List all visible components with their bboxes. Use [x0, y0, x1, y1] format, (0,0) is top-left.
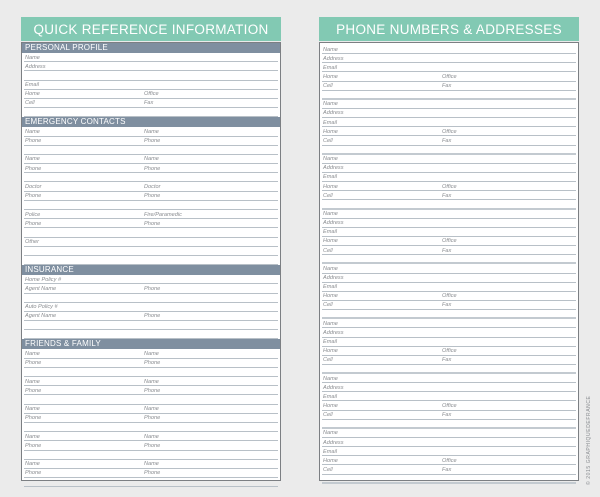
form-field-row[interactable] [322, 456, 576, 465]
field-label: Phone [25, 360, 42, 367]
section-friends-family: FRIENDS & FAMILY [22, 339, 280, 349]
form-field-row[interactable] [24, 405, 278, 414]
field-label: Phone [25, 220, 42, 227]
field-label: Phone [144, 313, 161, 320]
form-field-row[interactable] [24, 284, 278, 293]
form-field-row[interactable] [24, 127, 278, 136]
field-label: Doctor [25, 183, 42, 190]
field-label: Name [144, 350, 159, 357]
field-label: Phone [144, 470, 161, 477]
form-field-row[interactable] [322, 365, 576, 374]
field-label: Auto Policy # [25, 304, 58, 311]
form-field-row[interactable] [322, 447, 576, 456]
field-label: Phone [144, 387, 161, 394]
form-field-row[interactable] [24, 377, 278, 386]
form-field-row[interactable] [24, 81, 278, 90]
field-label: Home [323, 128, 338, 135]
form-field-row[interactable] [24, 451, 278, 460]
copyright-text: © 2015 GRAPHIQUEDEFRANCE [586, 395, 592, 485]
field-label: Email [323, 339, 337, 345]
field-label: Name [25, 433, 40, 440]
form-field-row[interactable] [322, 292, 576, 301]
section-insurance: INSURANCE [22, 265, 280, 275]
form-field-row[interactable] [322, 54, 576, 63]
form-field-row[interactable] [322, 200, 576, 209]
field-label: Home [323, 183, 338, 190]
form-field-row[interactable] [24, 460, 278, 469]
field-label: Cell [323, 83, 333, 90]
field-label: Phone [144, 165, 161, 172]
form-field-row[interactable] [24, 228, 278, 237]
field-label: Name [25, 350, 40, 357]
form-field-row[interactable] [24, 247, 278, 256]
field-label: Name [323, 211, 338, 218]
quick-reference-body [21, 42, 281, 481]
field-label: Fax [442, 247, 452, 254]
form-field-row[interactable] [322, 164, 576, 173]
field-label: Phone [25, 165, 42, 172]
form-field-row[interactable] [24, 155, 278, 164]
field-label: Office [442, 238, 457, 245]
form-field-row[interactable] [24, 275, 278, 284]
form-field-row[interactable] [322, 72, 576, 81]
form-field-row[interactable] [24, 53, 278, 62]
field-label: Address [323, 220, 344, 227]
field-label: Address [323, 275, 344, 282]
field-label: Fax [442, 412, 452, 419]
field-label: Home [323, 238, 338, 245]
field-label: Phone [25, 415, 42, 422]
field-label: Office [144, 91, 159, 98]
field-label: Cell [323, 302, 333, 309]
form-field-row[interactable] [322, 191, 576, 200]
form-field-row[interactable] [322, 155, 576, 164]
form-field-row[interactable] [322, 173, 576, 182]
field-label: Name [25, 156, 40, 163]
field-label: Home Policy # [25, 276, 62, 283]
form-field-row[interactable] [24, 146, 278, 155]
field-label: Phone [25, 442, 42, 449]
friends-rows [22, 349, 280, 487]
field-label: Cell [323, 412, 333, 419]
phone-addresses-panel [319, 17, 579, 473]
field-label: Home [323, 348, 338, 355]
field-label: Name [323, 101, 338, 108]
field-label: Office [442, 348, 457, 355]
form-field-row[interactable] [24, 256, 278, 265]
form-field-row[interactable] [322, 219, 576, 228]
field-label: Email [323, 448, 337, 455]
form-field-row[interactable] [322, 109, 576, 118]
form-field-row[interactable] [322, 411, 576, 420]
field-label: Name [323, 265, 338, 272]
form-field-row[interactable] [322, 420, 576, 429]
form-field-row[interactable] [322, 264, 576, 273]
phone-addresses-title: PHONE NUMBERS & ADDRESSES [319, 17, 579, 41]
personal-rows [22, 53, 280, 117]
field-label: Cell [323, 247, 333, 254]
section-personal-profile: PERSONAL PROFILE [22, 43, 280, 53]
form-field-row[interactable] [322, 283, 576, 292]
field-label: Name [323, 46, 338, 53]
form-field-row[interactable] [322, 246, 576, 255]
field-label: Office [442, 457, 457, 464]
field-label: Fax [442, 192, 452, 199]
form-field-row[interactable] [24, 210, 278, 219]
form-field-row[interactable] [24, 414, 278, 423]
field-label: Phone [144, 138, 161, 144]
form-field-row[interactable] [24, 99, 278, 108]
form-field-row[interactable] [322, 100, 576, 109]
quick-reference-title: QUICK REFERENCE INFORMATION [21, 17, 281, 41]
field-label: Email [323, 284, 337, 291]
form-field-row[interactable] [322, 401, 576, 410]
field-label: Home [25, 91, 40, 98]
form-field-row[interactable] [322, 136, 576, 145]
form-field-row[interactable] [322, 475, 576, 484]
form-field-row[interactable] [322, 429, 576, 438]
form-field-row[interactable] [322, 374, 576, 383]
address-entries [320, 45, 578, 484]
form-field-row[interactable] [24, 303, 278, 312]
form-field-row[interactable] [322, 438, 576, 447]
field-label: Fax [144, 100, 154, 107]
field-label: Office [442, 183, 457, 190]
form-field-row[interactable] [24, 312, 278, 321]
field-label: Name [144, 156, 159, 163]
field-label: Address [323, 439, 344, 446]
form-field-row[interactable] [24, 441, 278, 450]
field-label: Home [323, 457, 338, 464]
emergency-rows [22, 127, 280, 265]
field-label: Home [323, 293, 338, 300]
form-field-row[interactable] [322, 63, 576, 72]
form-field-row[interactable] [24, 238, 278, 247]
field-label: Fire/Paramedic [144, 211, 182, 218]
form-field-row[interactable] [24, 368, 278, 377]
field-label: Name [323, 320, 338, 327]
form-field-row[interactable] [24, 201, 278, 210]
field-label: Home [323, 73, 338, 80]
field-label: Phone [144, 220, 161, 227]
form-field-row[interactable] [24, 219, 278, 228]
field-label: Phone [144, 360, 161, 367]
phone-addresses-body [319, 42, 579, 481]
field-label: Doctor [144, 183, 161, 190]
form-field-row[interactable] [24, 469, 278, 478]
field-label: Cell [323, 137, 333, 144]
field-label: Phone [25, 193, 42, 200]
field-label: Name [323, 430, 338, 437]
form-field-row[interactable] [24, 164, 278, 173]
field-label: Name [323, 156, 338, 163]
field-label: Home [323, 402, 338, 409]
field-label: Agent Name [25, 285, 57, 292]
field-label: Name [25, 54, 40, 61]
form-field-row[interactable] [322, 310, 576, 319]
form-field-row[interactable] [322, 118, 576, 127]
form-field-row[interactable] [24, 423, 278, 432]
field-label: Name [144, 128, 159, 135]
form-field-row[interactable] [322, 328, 576, 337]
form-field-row[interactable] [322, 255, 576, 264]
form-field-row[interactable] [322, 146, 576, 155]
form-field-row[interactable] [322, 228, 576, 237]
form-field-row[interactable] [24, 71, 278, 80]
form-field-row[interactable] [322, 356, 576, 365]
form-field-row[interactable] [322, 338, 576, 347]
form-field-row[interactable] [322, 301, 576, 310]
field-label: Cell [323, 466, 333, 473]
field-label: Name [323, 375, 338, 382]
form-field-row[interactable] [322, 465, 576, 474]
field-label: Fax [442, 302, 452, 309]
field-label: Address [323, 384, 344, 391]
field-label: Email [323, 174, 337, 181]
form-field-row[interactable] [322, 82, 576, 91]
form-field-row[interactable] [24, 62, 278, 71]
form-field-row[interactable] [24, 182, 278, 191]
field-label: Cell [323, 357, 333, 364]
field-label: Email [323, 393, 337, 400]
form-field-row[interactable] [322, 383, 576, 392]
field-label: Name [25, 128, 40, 135]
form-field-row[interactable] [322, 347, 576, 356]
form-field-row[interactable] [322, 210, 576, 219]
form-field-row[interactable] [24, 321, 278, 330]
field-label: Name [144, 406, 159, 413]
field-label: Police [25, 211, 41, 218]
field-label: Name [144, 378, 159, 385]
field-label: Name [25, 406, 40, 413]
field-label: Office [442, 73, 457, 80]
form-field-row[interactable] [24, 108, 278, 117]
field-label: Address [323, 110, 344, 117]
field-label: Address [25, 63, 46, 70]
form-field-row[interactable] [24, 386, 278, 395]
field-label: Phone [144, 415, 161, 422]
form-field-row[interactable] [24, 349, 278, 358]
field-label: Cell [323, 192, 333, 199]
field-label: Cell [25, 100, 35, 107]
insurance-rows [22, 275, 280, 339]
field-label: Fax [442, 83, 452, 90]
field-label: Name [25, 378, 40, 385]
form-field-row[interactable] [322, 392, 576, 401]
form-field-row[interactable] [24, 478, 278, 487]
field-label: Office [442, 293, 457, 300]
field-label: Name [144, 433, 159, 440]
section-emergency-contacts: EMERGENCY CONTACTS [22, 117, 280, 127]
field-label: Address [323, 165, 344, 172]
field-label: Email [323, 64, 337, 71]
field-label: Phone [25, 138, 42, 144]
field-label: Email [323, 229, 337, 236]
form-field-row[interactable] [24, 395, 278, 404]
field-label: Phone [25, 470, 42, 477]
form-field-row[interactable] [322, 182, 576, 191]
field-label: Name [25, 461, 40, 468]
form-field-row[interactable] [24, 137, 278, 146]
field-label: Fax [442, 137, 452, 144]
form-field-row[interactable] [24, 192, 278, 201]
field-label: Office [442, 402, 457, 409]
form-field-row[interactable] [322, 319, 576, 328]
field-label: Email [25, 82, 39, 89]
field-label: Other [25, 239, 39, 246]
form-field-row[interactable] [24, 294, 278, 303]
quick-reference-panel [21, 17, 281, 477]
field-label: Name [144, 461, 159, 468]
field-label: Phone [144, 285, 161, 292]
form-field-row[interactable] [24, 90, 278, 99]
form-field-row[interactable] [24, 173, 278, 182]
field-label: Fax [442, 466, 452, 473]
form-field-row[interactable] [322, 237, 576, 246]
form-field-row[interactable] [322, 274, 576, 283]
form-field-row[interactable] [24, 330, 278, 339]
field-label: Phone [144, 193, 161, 200]
field-label: Address [323, 55, 344, 62]
field-label: Fax [442, 357, 452, 364]
field-label: Address [323, 329, 344, 336]
form-field-row[interactable] [322, 127, 576, 136]
field-label: Phone [25, 387, 42, 394]
field-label: Agent Name [25, 313, 57, 320]
field-label: Email [323, 119, 337, 126]
form-field-row[interactable] [322, 91, 576, 100]
form-field-row[interactable] [24, 432, 278, 441]
field-label: Phone [144, 442, 161, 449]
field-label: Office [442, 128, 457, 135]
form-field-row[interactable] [322, 45, 576, 54]
form-field-row[interactable] [24, 359, 278, 368]
